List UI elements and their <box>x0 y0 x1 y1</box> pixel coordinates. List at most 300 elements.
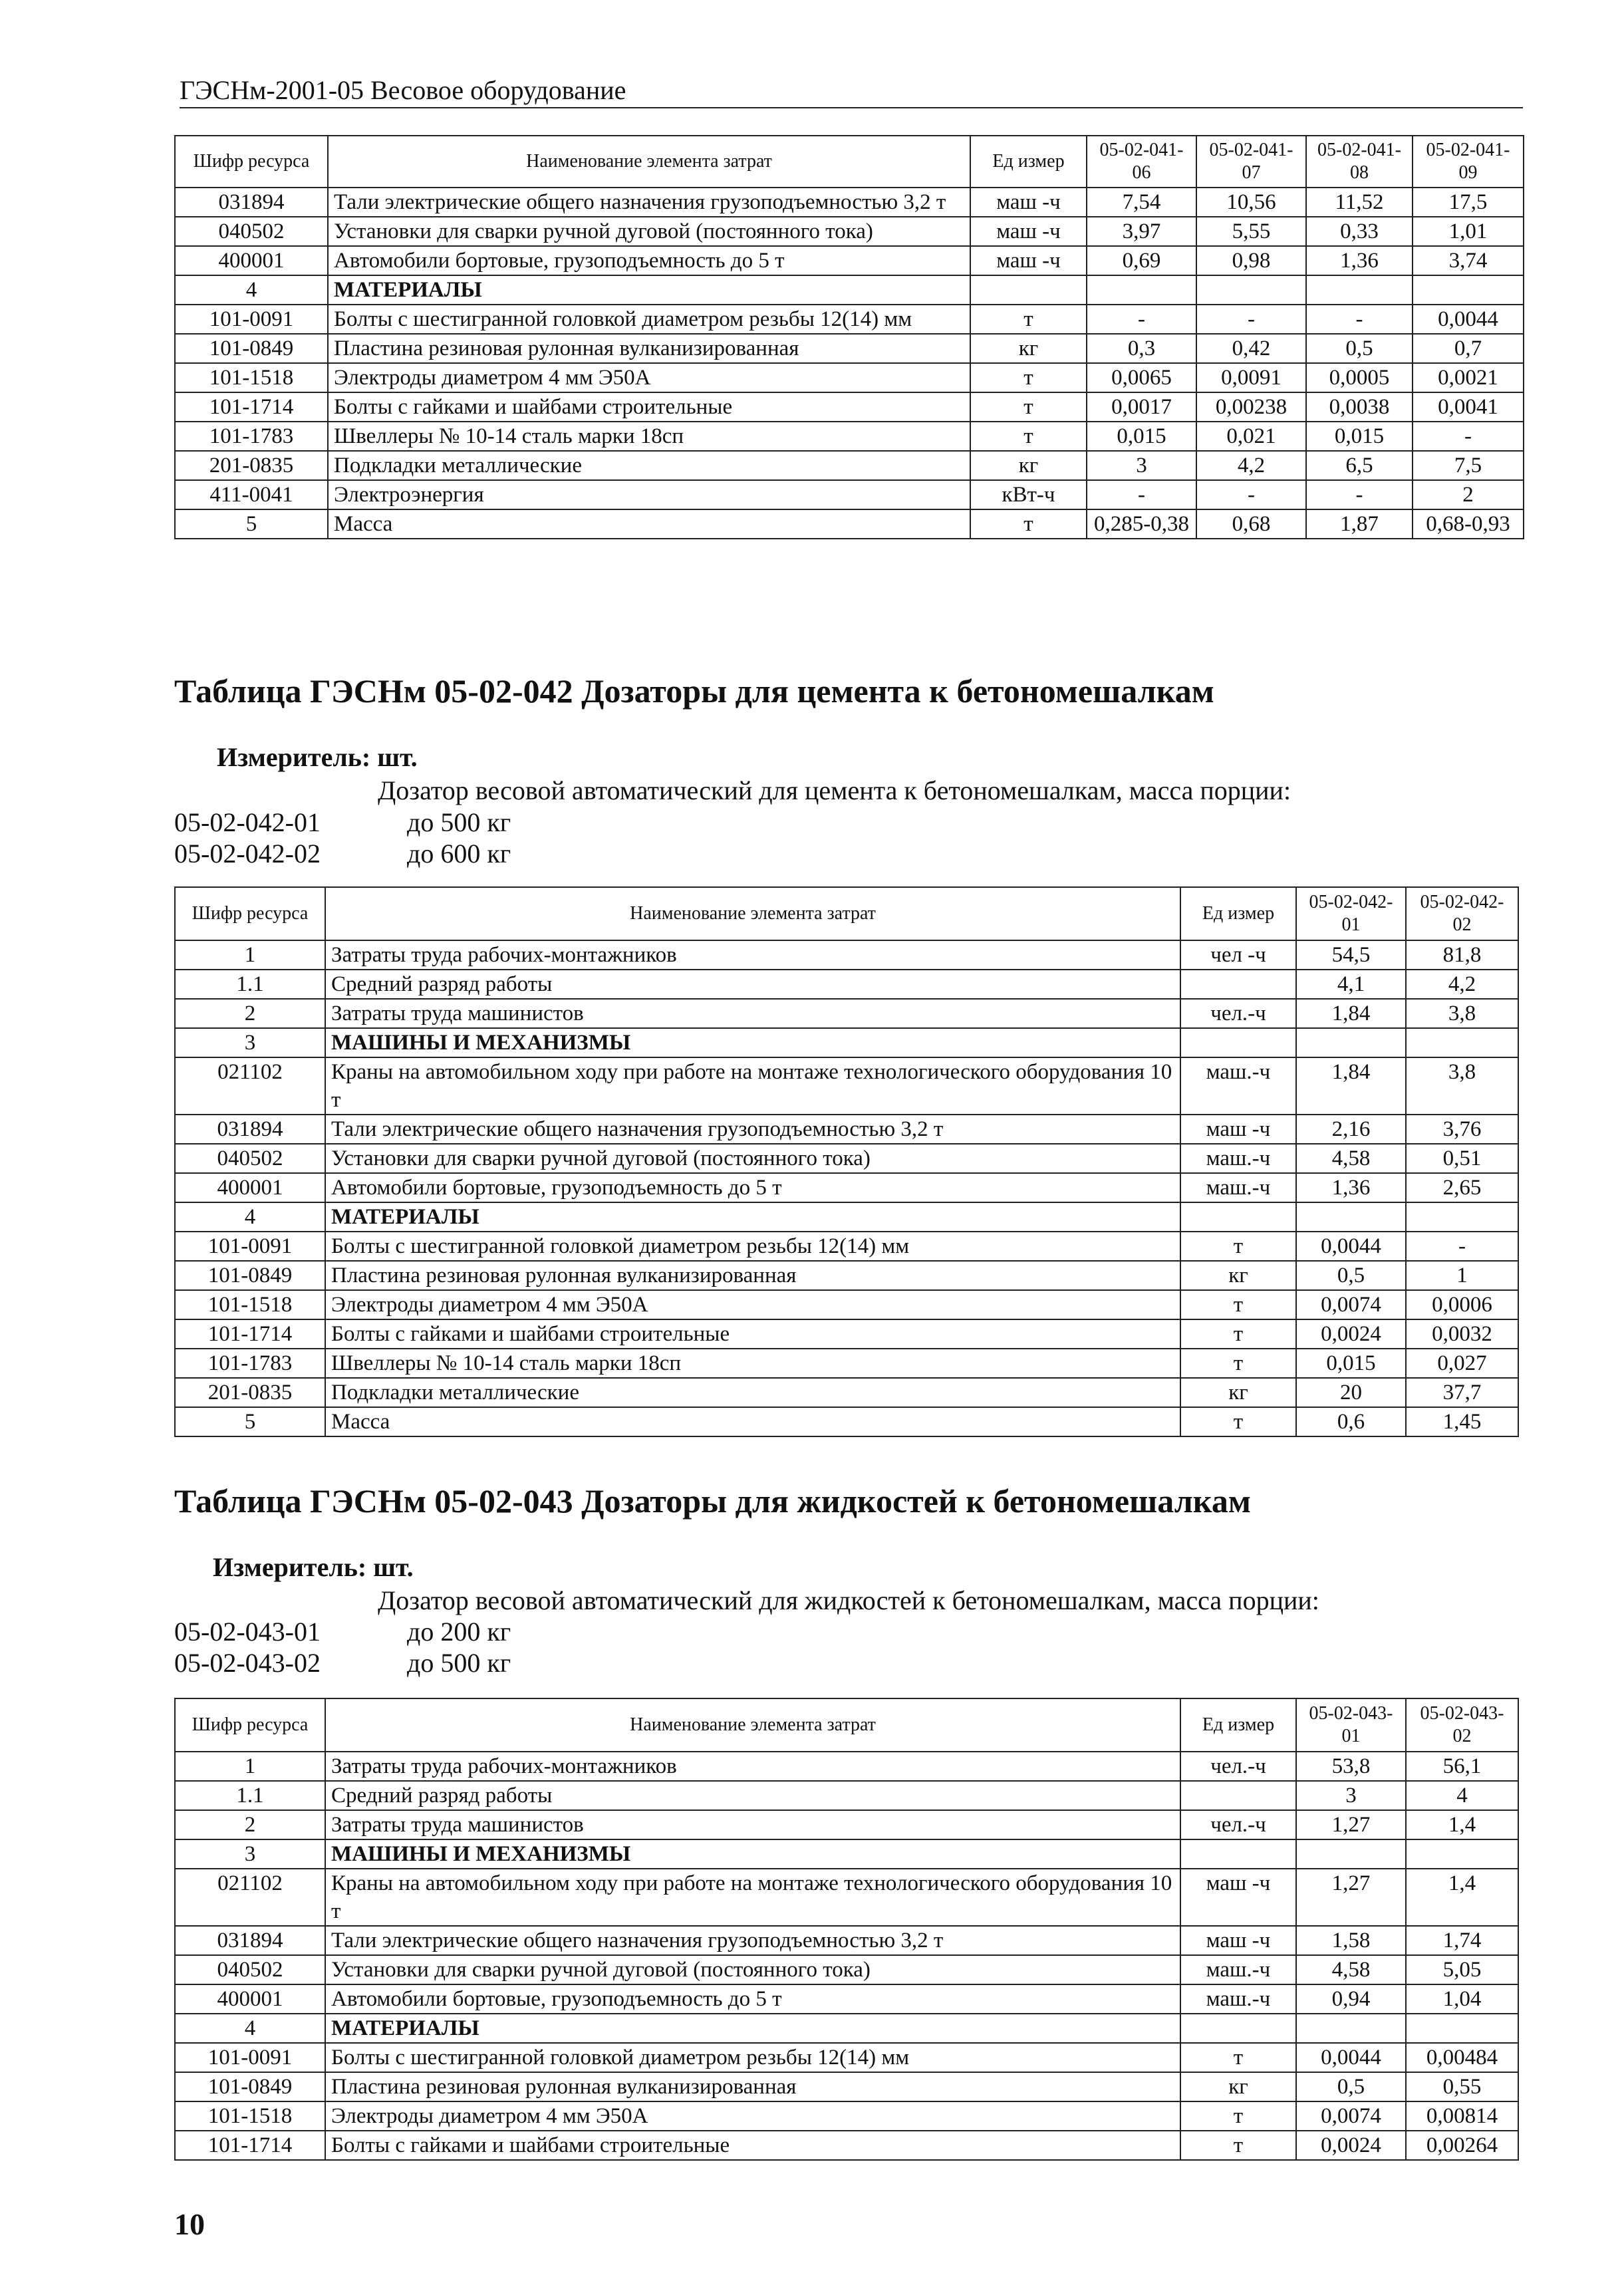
value-cell: 0,33 <box>1306 217 1413 246</box>
resource-code: 4 <box>175 2014 325 2043</box>
resource-name: Швеллеры № 10-14 сталь марки 18сп <box>325 1349 1180 1378</box>
unit: маш.-ч <box>1180 1144 1296 1173</box>
value-cell: - <box>1196 305 1306 334</box>
resource-table-041 <box>174 135 1524 539</box>
col-header-variant: 05-02-041-06 <box>1087 136 1196 188</box>
value-cell: 0,0074 <box>1296 1290 1406 1319</box>
unit: маш -ч <box>970 188 1087 217</box>
resource-name: Болты с шестигранной головкой диаметром резьбы 12(14) мм <box>328 305 970 334</box>
value-cell: 4 <box>1406 1781 1518 1810</box>
value-cell: 0,0041 <box>1413 392 1524 422</box>
variant-code: 05-02-042-02 <box>174 839 321 869</box>
table-row <box>175 1028 1518 1057</box>
resource-name: Пластина резиновая рулонная вулканизированная <box>328 334 970 363</box>
resource-table-043 <box>174 1698 1519 2161</box>
col-header-unit: Ед измер <box>970 136 1087 188</box>
table-row <box>175 422 1524 451</box>
table-title-043: Таблица ГЭСНм 05-02-043 Дозаторы для жидкостей к бетономешалкам <box>174 1482 1251 1520</box>
value-cell: 17,5 <box>1413 188 1524 217</box>
resource-name: Пластина резиновая рулонная вулканизированная <box>325 2072 1180 2101</box>
value-cell: 0,42 <box>1196 334 1306 363</box>
value-cell: 81,8 <box>1406 940 1518 970</box>
table-row <box>175 392 1524 422</box>
resource-name: Тали электрические общего назначения грузоподъемностью 3,2 т <box>325 1926 1180 1955</box>
resource-code: 3 <box>175 1839 325 1869</box>
value-cell: 0,3 <box>1087 334 1196 363</box>
value-cell: 0,00264 <box>1406 2131 1518 2160</box>
value-cell: 0,285-0,38 <box>1087 509 1196 539</box>
table-row <box>175 1057 1518 1115</box>
table-row <box>175 999 1518 1028</box>
value-cell: 0,69 <box>1087 246 1196 275</box>
resource-name: Автомобили бортовые, грузоподъемность до 5 т <box>328 246 970 275</box>
unit: чел.-ч <box>1180 999 1296 1028</box>
value-cell <box>1296 1202 1406 1232</box>
resource-code: 040502 <box>175 1955 325 1984</box>
resource-code: 400001 <box>175 1984 325 2014</box>
unit: чел.-ч <box>1180 1810 1296 1839</box>
col-header-name: Наименование элемента затрат <box>325 887 1180 940</box>
table-title-042: Таблица ГЭСНм 05-02-042 Дозаторы для цемента к бетономешалкам <box>174 672 1214 710</box>
value-cell: 5,55 <box>1196 217 1306 246</box>
value-cell: 1,01 <box>1413 217 1524 246</box>
table-row <box>175 1752 1518 1781</box>
table-row <box>175 334 1524 363</box>
resource-code: 040502 <box>175 1144 325 1173</box>
resource-code: 4 <box>175 1202 325 1232</box>
resource-code: 101-1783 <box>175 1349 325 1378</box>
resource-name: Затраты труда рабочих-монтажников <box>325 1752 1180 1781</box>
value-cell: 7,54 <box>1087 188 1196 217</box>
unit: т <box>1180 1232 1296 1261</box>
unit: т <box>1180 1349 1296 1378</box>
unit: маш.-ч <box>1180 1173 1296 1202</box>
resource-code: 101-1518 <box>175 1290 325 1319</box>
unit: т <box>1180 2043 1296 2072</box>
value-cell: 1,45 <box>1406 1407 1518 1436</box>
value-cell: 0,5 <box>1296 1261 1406 1290</box>
resource-name: Затраты труда машинистов <box>325 1810 1180 1839</box>
value-cell: 0,94 <box>1296 1984 1406 2014</box>
resource-name: Установки для сварки ручной дуговой (постоянного тока) <box>328 217 970 246</box>
value-cell: 0,68-0,93 <box>1413 509 1524 539</box>
unit <box>1180 970 1296 999</box>
resource-code: 101-0091 <box>175 2043 325 2072</box>
value-cell: 1,84 <box>1296 999 1406 1028</box>
table-row <box>175 480 1524 509</box>
unit: т <box>970 509 1087 539</box>
resource-code: 1 <box>175 1752 325 1781</box>
resource-code: 101-1714 <box>175 1319 325 1349</box>
resource-code: 5 <box>175 509 328 539</box>
value-cell: 0,0038 <box>1306 392 1413 422</box>
value-cell: 54,5 <box>1296 940 1406 970</box>
table-row <box>175 1407 1518 1436</box>
resource-name: Болты с гайками и шайбами строительные <box>328 392 970 422</box>
resource-code: 1.1 <box>175 1781 325 1810</box>
resource-code: 1.1 <box>175 970 325 999</box>
resource-code: 101-1783 <box>175 422 328 451</box>
resource-code: 101-0849 <box>175 334 328 363</box>
value-cell: - <box>1306 305 1413 334</box>
resource-name: Подкладки металлические <box>328 451 970 480</box>
resource-name: Пластина резиновая рулонная вулканизированная <box>325 1261 1180 1290</box>
variant-desc: до 200 кг <box>407 1617 511 1647</box>
resource-code: 201-0835 <box>175 451 328 480</box>
table-row <box>175 2131 1518 2160</box>
resource-name: Болты с шестигранной головкой диаметром резьбы 12(14) мм <box>325 1232 1180 1261</box>
value-cell <box>1296 1028 1406 1057</box>
resource-code: 201-0835 <box>175 1378 325 1407</box>
value-cell <box>1296 2014 1406 2043</box>
table-row <box>175 1202 1518 1232</box>
unit: т <box>1180 1290 1296 1319</box>
unit: кг <box>1180 1378 1296 1407</box>
table-row <box>175 1144 1518 1173</box>
value-cell: 0,00238 <box>1196 392 1306 422</box>
table-row <box>175 2014 1518 2043</box>
unit: маш.-ч <box>1180 1057 1296 1115</box>
resource-name: Болты с гайками и шайбами строительные <box>325 2131 1180 2160</box>
resource-name: Средний разряд работы <box>325 970 1180 999</box>
unit: т <box>1180 1319 1296 1349</box>
value-cell: 0,7 <box>1413 334 1524 363</box>
value-cell: 1,27 <box>1296 1810 1406 1839</box>
value-cell: 1,27 <box>1296 1869 1406 1926</box>
value-cell: 3,8 <box>1406 1057 1518 1115</box>
unit <box>1180 1202 1296 1232</box>
resource-name: Краны на автомобильном ходу при работе на монтаже технологического оборудования 10 т <box>325 1869 1180 1926</box>
table-description-042: Дозатор весовой автоматический для цемента к бетономешалкам, масса порции: <box>378 775 1291 805</box>
unit: маш -ч <box>1180 1869 1296 1926</box>
resource-name: Затраты труда машинистов <box>325 999 1180 1028</box>
col-header-unit: Ед измер <box>1180 887 1296 940</box>
unit: чел -ч <box>1180 940 1296 970</box>
page-number: 10 <box>174 2207 205 2241</box>
resource-name: Тали электрические общего назначения грузоподъемностью 3,2 т <box>328 188 970 217</box>
value-cell: 7,5 <box>1413 451 1524 480</box>
col-header-unit: Ед измер <box>1180 1698 1296 1752</box>
table-row <box>175 451 1524 480</box>
resource-name: Автомобили бортовые, грузоподъемность до 5 т <box>325 1173 1180 1202</box>
unit: т <box>1180 1407 1296 1436</box>
value-cell: 0,55 <box>1406 2072 1518 2101</box>
resource-code: 101-1714 <box>175 2131 325 2160</box>
value-cell: 53,8 <box>1296 1752 1406 1781</box>
value-cell <box>1406 2014 1518 2043</box>
value-cell: 56,1 <box>1406 1752 1518 1781</box>
col-header-variant: 05-02-042-01 <box>1296 887 1406 940</box>
resource-code: 5 <box>175 1407 325 1436</box>
col-header-name: Наименование элемента затрат <box>328 136 970 188</box>
value-cell: 1,84 <box>1296 1057 1406 1115</box>
resource-name: Краны на автомобильном ходу при работе на монтаже технологического оборудования 10 т <box>325 1057 1180 1115</box>
unit <box>970 275 1087 305</box>
value-cell: 0,0024 <box>1296 2131 1406 2160</box>
table-row <box>175 1984 1518 2014</box>
value-cell <box>1406 1028 1518 1057</box>
resource-name: Электроды диаметром 4 мм Э50А <box>328 363 970 392</box>
col-header-code: Шифр ресурса <box>175 887 325 940</box>
value-cell: 0,015 <box>1296 1349 1406 1378</box>
col-header-code: Шифр ресурса <box>175 1698 325 1752</box>
unit: т <box>970 363 1087 392</box>
variant-code: 05-02-043-01 <box>174 1617 321 1647</box>
value-cell: 0,0032 <box>1406 1319 1518 1349</box>
resource-code: 101-0849 <box>175 2072 325 2101</box>
value-cell: 0,0044 <box>1296 2043 1406 2072</box>
value-cell: - <box>1413 422 1524 451</box>
resource-code: 101-1714 <box>175 392 328 422</box>
resource-table-042 <box>174 886 1519 1437</box>
unit: кг <box>1180 2072 1296 2101</box>
resource-name: Электроды диаметром 4 мм Э50А <box>325 2101 1180 2131</box>
table-row <box>175 1349 1518 1378</box>
resource-name: МАТЕРИАЛЫ <box>325 2014 1180 2043</box>
value-cell: 1,4 <box>1406 1869 1518 1926</box>
unit <box>1180 1839 1296 1869</box>
unit: кг <box>1180 1261 1296 1290</box>
value-cell: 0,0005 <box>1306 363 1413 392</box>
value-cell: 11,52 <box>1306 188 1413 217</box>
resource-name: МАШИНЫ И МЕХАНИЗМЫ <box>325 1028 1180 1057</box>
value-cell: 0,0024 <box>1296 1319 1406 1349</box>
table-row <box>175 188 1524 217</box>
value-cell: - <box>1196 480 1306 509</box>
col-header-variant: 05-02-042-02 <box>1406 887 1518 940</box>
value-cell: 4,1 <box>1296 970 1406 999</box>
resource-name: Автомобили бортовые, грузоподъемность до 5 т <box>325 1984 1180 2014</box>
col-header-variant: 05-02-041-09 <box>1413 136 1524 188</box>
value-cell: 6,5 <box>1306 451 1413 480</box>
variant-desc: до 500 кг <box>407 807 511 837</box>
measure-line-042 <box>217 741 418 773</box>
table-row <box>175 305 1524 334</box>
table-row <box>175 940 1518 970</box>
value-cell: 1,36 <box>1296 1173 1406 1202</box>
unit: т <box>970 422 1087 451</box>
table-row <box>175 1173 1518 1202</box>
value-cell: 2,16 <box>1296 1115 1406 1144</box>
resource-name: Средний разряд работы <box>325 1781 1180 1810</box>
col-header-variant: 05-02-041-08 <box>1306 136 1413 188</box>
value-cell: 0,00814 <box>1406 2101 1518 2131</box>
resource-code: 101-1518 <box>175 363 328 392</box>
resource-name: Затраты труда рабочих-монтажников <box>325 940 1180 970</box>
value-cell: 1 <box>1406 1261 1518 1290</box>
value-cell: - <box>1087 480 1196 509</box>
value-cell: 0,0006 <box>1406 1290 1518 1319</box>
table-row <box>175 217 1524 246</box>
unit: маш.-ч <box>1180 1955 1296 1984</box>
variant-code: 05-02-042-01 <box>174 807 321 837</box>
resource-name: МАТЕРИАЛЫ <box>328 275 970 305</box>
resource-code: 021102 <box>175 1869 325 1926</box>
col-header-variant: 05-02-043-01 <box>1296 1698 1406 1752</box>
resource-name: Установки для сварки ручной дуговой (постоянного тока) <box>325 1144 1180 1173</box>
table-row <box>175 1781 1518 1810</box>
unit: т <box>970 392 1087 422</box>
resource-name: Установки для сварки ручной дуговой (постоянного тока) <box>325 1955 1180 1984</box>
value-cell: 0,98 <box>1196 246 1306 275</box>
unit: кг <box>970 451 1087 480</box>
value-cell: 0,00484 <box>1406 2043 1518 2072</box>
resource-code: 411-0041 <box>175 480 328 509</box>
value-cell: 5,05 <box>1406 1955 1518 1984</box>
resource-code: 3 <box>175 1028 325 1057</box>
value-cell: 1,74 <box>1406 1926 1518 1955</box>
value-cell: 0,0044 <box>1413 305 1524 334</box>
value-cell: 0,0017 <box>1087 392 1196 422</box>
value-cell: 0,0021 <box>1413 363 1524 392</box>
value-cell: 0,0065 <box>1087 363 1196 392</box>
resource-name: Швеллеры № 10-14 сталь марки 18сп <box>328 422 970 451</box>
resource-code: 040502 <box>175 217 328 246</box>
col-header-code: Шифр ресурса <box>175 136 328 188</box>
resource-name: Тали электрические общего назначения грузоподъемностью 3,2 т <box>325 1115 1180 1144</box>
table-row <box>175 1232 1518 1261</box>
resource-name: Болты с шестигранной головкой диаметром резьбы 12(14) мм <box>325 2043 1180 2072</box>
variant-code: 05-02-043-02 <box>174 1648 321 1678</box>
value-cell: 0,015 <box>1306 422 1413 451</box>
resource-code: 2 <box>175 999 325 1028</box>
value-cell: 1,36 <box>1306 246 1413 275</box>
value-cell: 4,58 <box>1296 1955 1406 1984</box>
resource-code: 031894 <box>175 1115 325 1144</box>
value-cell: 0,0074 <box>1296 2101 1406 2131</box>
table-row <box>175 1869 1518 1926</box>
unit: маш -ч <box>1180 1115 1296 1144</box>
table-row <box>175 509 1524 539</box>
value-cell: 0,6 <box>1296 1407 1406 1436</box>
value-cell: 1,58 <box>1296 1926 1406 1955</box>
table-description-043: Дозатор весовой автоматический для жидкостей к бетономешалкам, масса порции: <box>378 1585 1319 1615</box>
resource-name: Электроэнергия <box>328 480 970 509</box>
value-cell: 10,56 <box>1196 188 1306 217</box>
value-cell: 3 <box>1087 451 1196 480</box>
resource-code: 101-0849 <box>175 1261 325 1290</box>
resource-code: 1 <box>175 940 325 970</box>
table-row <box>175 2072 1518 2101</box>
page-header: ГЭСНм-2001-05 Весовое оборудование <box>180 74 1523 108</box>
table-row <box>175 1810 1518 1839</box>
measure-value: шт. <box>377 742 418 772</box>
value-cell: 0,015 <box>1087 422 1196 451</box>
value-cell: 1,87 <box>1306 509 1413 539</box>
value-cell <box>1196 275 1306 305</box>
value-cell: 0,021 <box>1196 422 1306 451</box>
resource-code: 021102 <box>175 1057 325 1115</box>
unit: т <box>970 305 1087 334</box>
table-row <box>175 1926 1518 1955</box>
resource-code: 400001 <box>175 246 328 275</box>
value-cell <box>1306 275 1413 305</box>
resource-name: МАТЕРИАЛЫ <box>325 1202 1180 1232</box>
unit <box>1180 2014 1296 2043</box>
table-row <box>175 1955 1518 1984</box>
col-header-variant: 05-02-041-07 <box>1196 136 1306 188</box>
unit: маш.-ч <box>1180 1984 1296 2014</box>
unit <box>1180 1781 1296 1810</box>
table-row <box>175 1839 1518 1869</box>
resource-code: 031894 <box>175 188 328 217</box>
resource-code: 031894 <box>175 1926 325 1955</box>
resource-name: Болты с гайками и шайбами строительные <box>325 1319 1180 1349</box>
value-cell: 3,76 <box>1406 1115 1518 1144</box>
value-cell <box>1406 1202 1518 1232</box>
unit <box>1180 1028 1296 1057</box>
value-cell: 37,7 <box>1406 1378 1518 1407</box>
table-row <box>175 246 1524 275</box>
table-row <box>175 1378 1518 1407</box>
resource-code: 400001 <box>175 1173 325 1202</box>
value-cell: - <box>1406 1232 1518 1261</box>
unit: маш -ч <box>970 217 1087 246</box>
table-row <box>175 1319 1518 1349</box>
variant-desc: до 600 кг <box>407 839 511 869</box>
value-cell: 0,51 <box>1406 1144 1518 1173</box>
table-row <box>175 363 1524 392</box>
resource-name: Подкладки металлические <box>325 1378 1180 1407</box>
resource-name: Масса <box>325 1407 1180 1436</box>
unit: т <box>1180 2101 1296 2131</box>
value-cell: 1,4 <box>1406 1810 1518 1839</box>
table-row <box>175 1115 1518 1144</box>
resource-code: 2 <box>175 1810 325 1839</box>
value-cell <box>1406 1839 1518 1869</box>
value-cell: 4,2 <box>1196 451 1306 480</box>
resource-code: 101-0091 <box>175 1232 325 1261</box>
value-cell: 20 <box>1296 1378 1406 1407</box>
table-row <box>175 1261 1518 1290</box>
table-row <box>175 970 1518 999</box>
value-cell <box>1413 275 1524 305</box>
resource-name: Электроды диаметром 4 мм Э50А <box>325 1290 1180 1319</box>
value-cell: - <box>1306 480 1413 509</box>
table-row <box>175 2043 1518 2072</box>
value-cell: 4,2 <box>1406 970 1518 999</box>
value-cell: 0,68 <box>1196 509 1306 539</box>
value-cell: 0,0091 <box>1196 363 1306 392</box>
measure-label: Измеритель: <box>217 742 371 772</box>
resource-code: 101-0091 <box>175 305 328 334</box>
unit: т <box>1180 2131 1296 2160</box>
resource-name: Масса <box>328 509 970 539</box>
value-cell: 0,5 <box>1306 334 1413 363</box>
unit: маш -ч <box>1180 1926 1296 1955</box>
value-cell: 4,58 <box>1296 1144 1406 1173</box>
value-cell: 2,65 <box>1406 1173 1518 1202</box>
unit: кВт-ч <box>970 480 1087 509</box>
table-row <box>175 2101 1518 2131</box>
resource-code: 4 <box>175 275 328 305</box>
value-cell <box>1087 275 1196 305</box>
value-cell: 2 <box>1413 480 1524 509</box>
unit: маш -ч <box>970 246 1087 275</box>
value-cell: 3 <box>1296 1781 1406 1810</box>
value-cell: 1,04 <box>1406 1984 1518 2014</box>
table-row <box>175 275 1524 305</box>
resource-code: 101-1518 <box>175 2101 325 2131</box>
value-cell: 3,8 <box>1406 999 1518 1028</box>
measure-label: Измеритель: <box>213 1552 367 1582</box>
value-cell: 3,97 <box>1087 217 1196 246</box>
col-header-variant: 05-02-043-02 <box>1406 1698 1518 1752</box>
resource-name: МАШИНЫ И МЕХАНИЗМЫ <box>325 1839 1180 1869</box>
measure-line-043 <box>213 1551 414 1583</box>
table-row <box>175 1290 1518 1319</box>
variant-desc: до 500 кг <box>407 1648 511 1678</box>
